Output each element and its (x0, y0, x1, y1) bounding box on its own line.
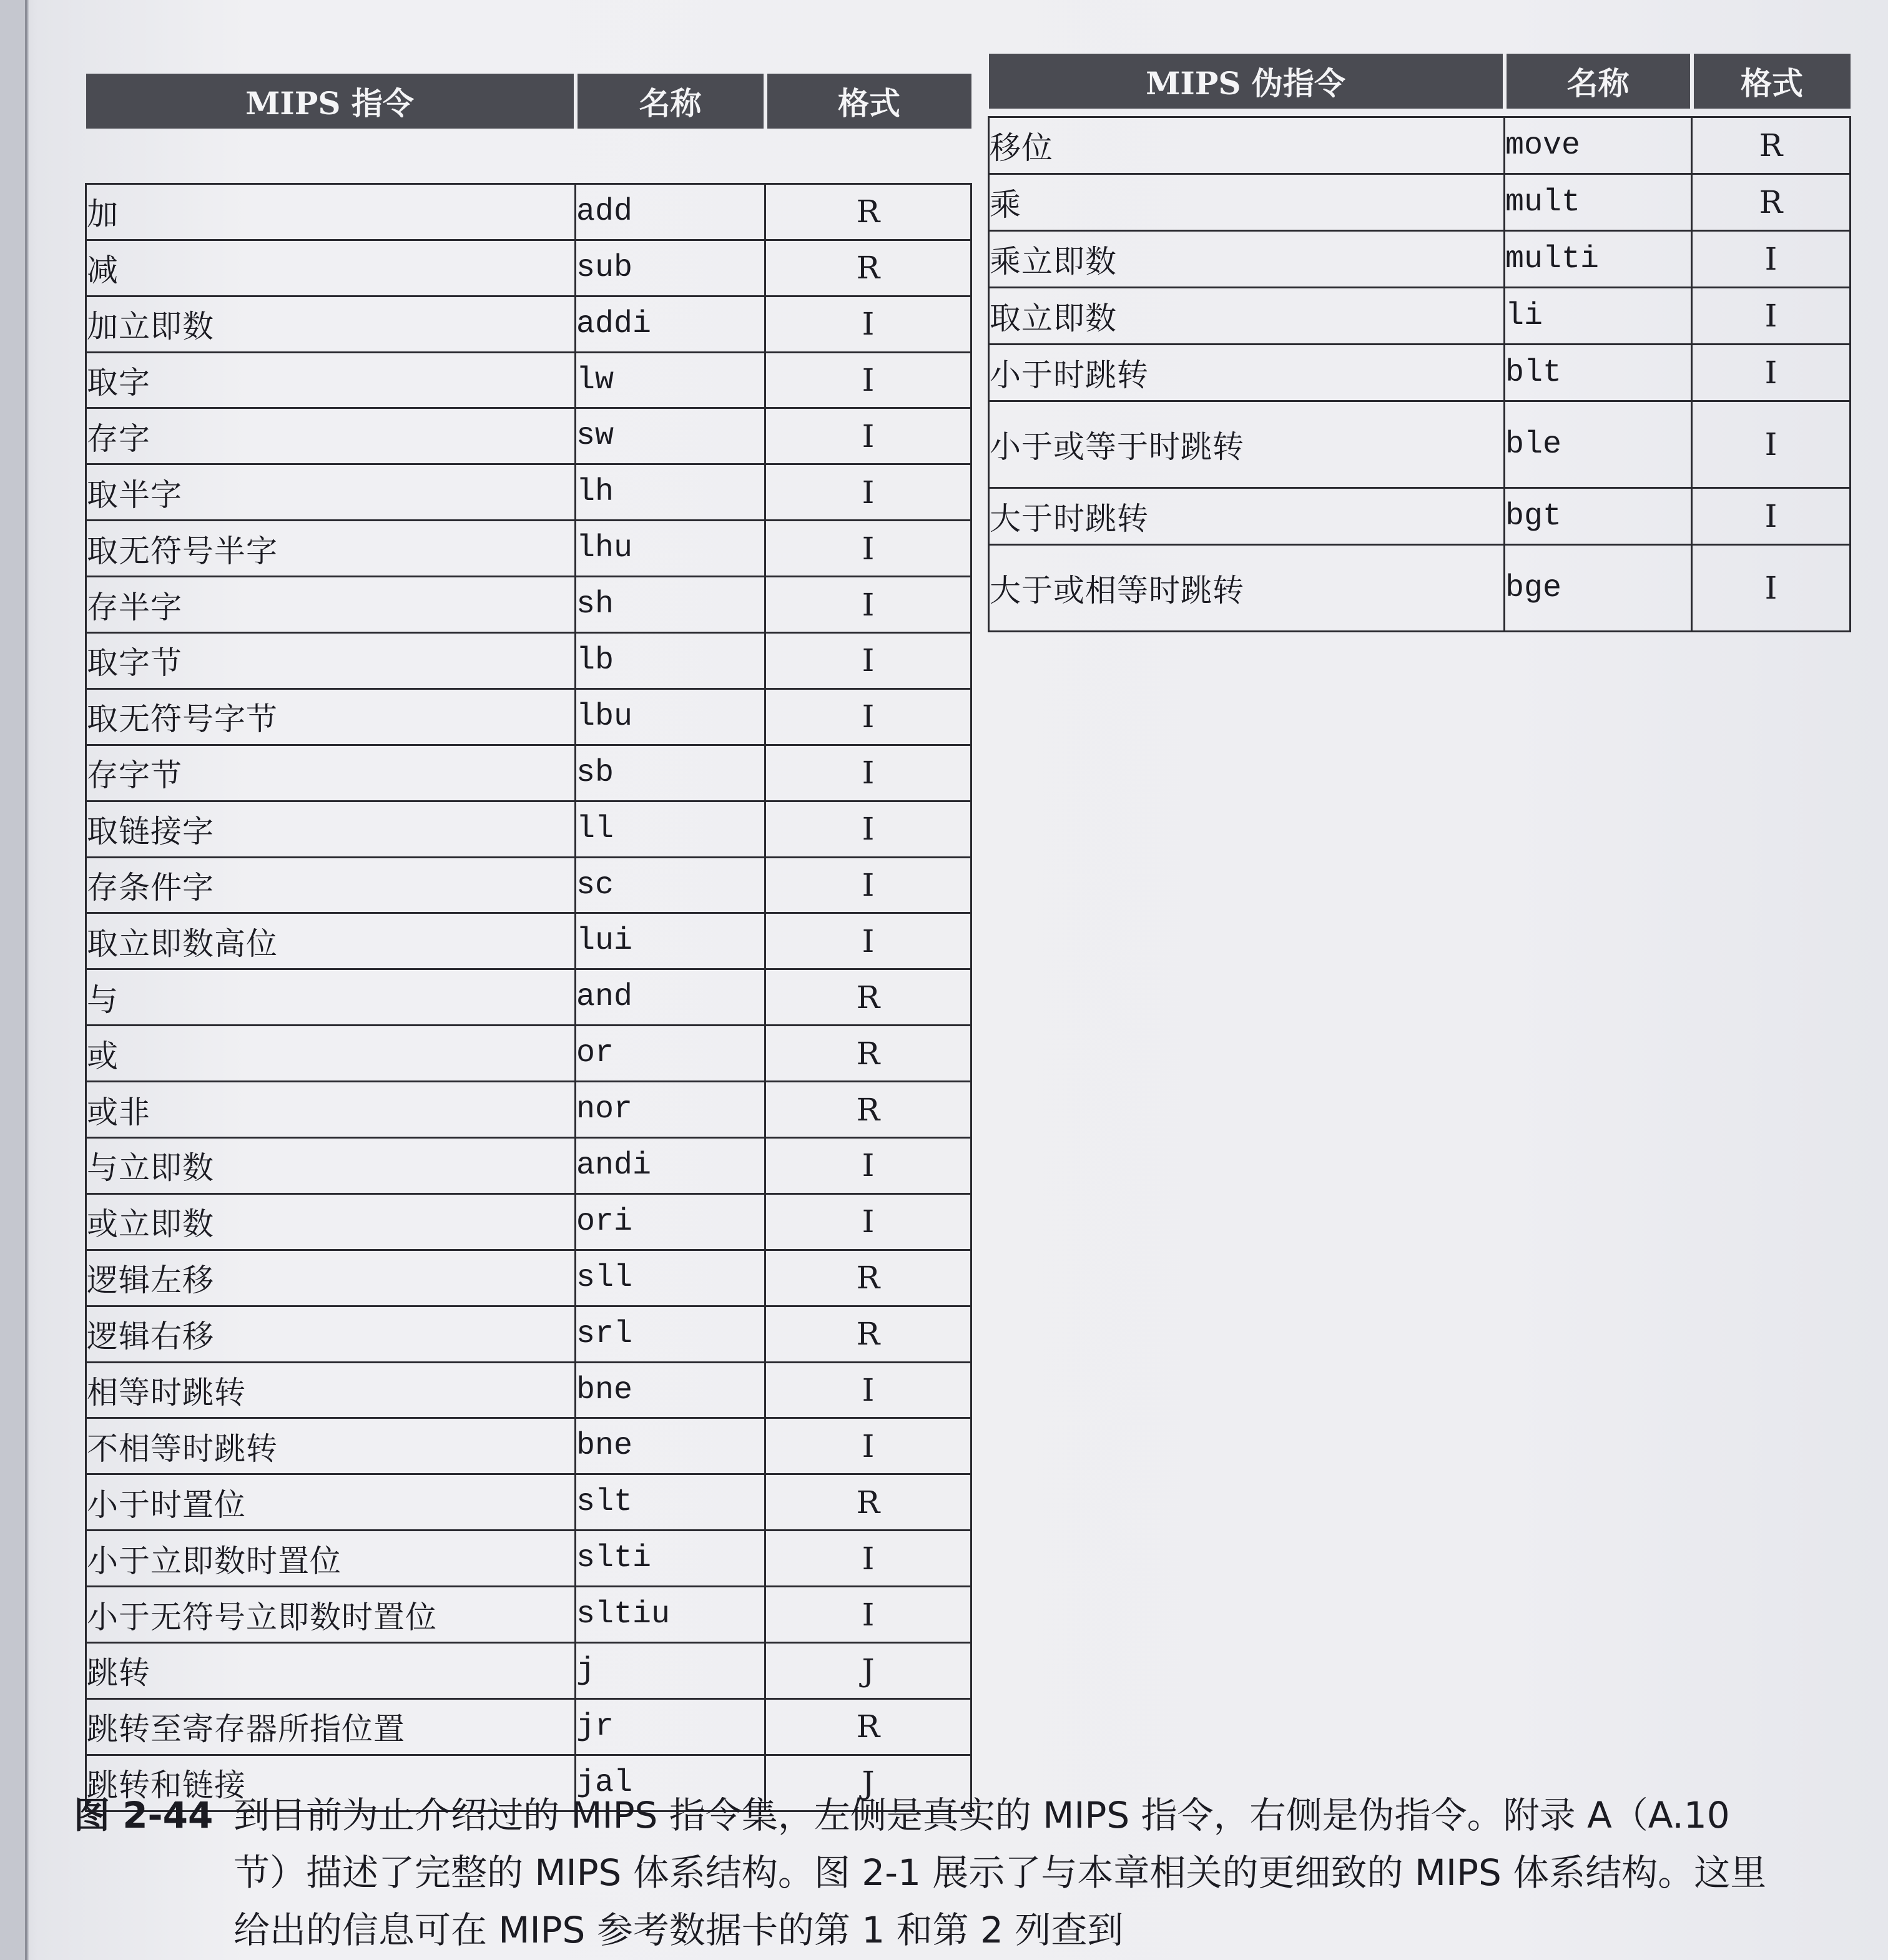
caption-label: 图 2-44 (74, 1794, 214, 1836)
instruction-name-cell: 存字 (86, 408, 576, 464)
table-row (86, 801, 971, 857)
mnemonic-cell: andi (576, 1138, 765, 1194)
mnemonic-cell: mult (1505, 174, 1692, 231)
table-row (86, 1138, 971, 1194)
instruction-name-cell: 减 (86, 240, 576, 296)
format-cell: R (765, 1026, 971, 1082)
mnemonic-cell: sh (576, 577, 765, 633)
mnemonic-cell: ble (1505, 401, 1692, 488)
instruction-name-cell: 存字节 (86, 745, 576, 801)
format-cell: J (765, 1755, 971, 1811)
instruction-name-cell: 大于时跳转 (989, 488, 1505, 545)
instruction-rows (86, 184, 971, 1811)
table-row (86, 521, 971, 577)
format-cell: R (765, 1306, 971, 1362)
table-row (989, 117, 1851, 174)
header-pseudo-instruction: MIPS 伪指令 (989, 54, 1505, 109)
format-cell: I (1692, 488, 1851, 545)
instruction-name-cell: 逻辑左移 (86, 1250, 576, 1306)
format-cell: I (765, 296, 971, 352)
table-row (86, 1474, 971, 1531)
table-row (86, 688, 971, 745)
table-row (86, 913, 971, 969)
instruction-name-cell: 或 (86, 1026, 576, 1082)
format-cell: I (765, 857, 971, 913)
mnemonic-cell: bne (576, 1418, 765, 1474)
mnemonic-cell: lw (576, 352, 765, 408)
instruction-name-cell: 或立即数 (86, 1193, 576, 1250)
format-cell: I (765, 464, 971, 521)
mnemonic-cell: sc (576, 857, 765, 913)
mnemonic-cell: bge (1505, 545, 1692, 632)
mnemonic-cell: lb (576, 633, 765, 689)
table-row (86, 857, 971, 913)
format-cell: I (765, 521, 971, 577)
instruction-name-cell: 与立即数 (86, 1138, 576, 1194)
instruction-name-cell: 或非 (86, 1082, 576, 1138)
header-format: 格式 (765, 74, 971, 129)
table-row (86, 1643, 971, 1699)
mnemonic-cell: sltiu (576, 1587, 765, 1643)
table-row (86, 745, 971, 801)
mnemonic-cell: move (1505, 117, 1692, 174)
table-header-row (989, 54, 1851, 109)
mnemonic-cell: and (576, 969, 765, 1026)
instruction-name-cell: 取立即数高位 (86, 913, 576, 969)
instruction-name-cell: 小于或等于时跳转 (989, 401, 1505, 488)
format-cell: R (765, 1698, 971, 1755)
format-cell: I (765, 1587, 971, 1643)
format-cell: I (765, 1138, 971, 1194)
mnemonic-cell: srl (576, 1306, 765, 1362)
mnemonic-cell: sll (576, 1250, 765, 1306)
table-row (86, 1026, 971, 1082)
mnemonic-cell: lbu (576, 688, 765, 745)
table-row (86, 1531, 971, 1587)
caption-line: 到目前为止介绍过的 MIPS 指令集，左侧是真实的 MIPS 指令，右侧是伪指令。附录 A（A.10 (234, 1794, 1730, 1836)
table-row (86, 240, 971, 296)
mnemonic-cell: ori (576, 1193, 765, 1250)
table-row (86, 633, 971, 689)
format-cell: I (765, 688, 971, 745)
header-name: 名称 (576, 74, 765, 129)
instruction-name-cell: 加 (86, 184, 576, 240)
instruction-name-cell: 小于无符号立即数时置位 (86, 1587, 576, 1643)
format-cell: R (1692, 174, 1851, 231)
instruction-name-cell: 取无符号字节 (86, 688, 576, 745)
mnemonic-cell: or (576, 1026, 765, 1082)
table-row (86, 296, 971, 352)
table-row (989, 345, 1851, 401)
instruction-name-cell: 取字节 (86, 633, 576, 689)
mnemonic-cell: lui (576, 913, 765, 969)
table-row (86, 1306, 971, 1362)
table-row (989, 401, 1851, 488)
format-cell: R (765, 1474, 971, 1531)
instruction-name-cell: 加立即数 (86, 296, 576, 352)
mnemonic-cell: sub (576, 240, 765, 296)
table-row (86, 408, 971, 464)
mnemonic-cell: sb (576, 745, 765, 801)
instruction-name-cell: 乘 (989, 174, 1505, 231)
caption-line: 节）描述了完整的 MIPS 体系结构。图 2-1 展示了与本章相关的更细致的 MIPS 体系结构。这里 (234, 1851, 1767, 1894)
header-instruction: MIPS 指令 (86, 74, 576, 129)
table-row (989, 174, 1851, 231)
instruction-name-cell: 相等时跳转 (86, 1362, 576, 1418)
table-row (86, 1362, 971, 1418)
gutter-edge (25, 0, 27, 1960)
caption-text (234, 1786, 1882, 1959)
table-row (86, 1587, 971, 1643)
mnemonic-cell: nor (576, 1082, 765, 1138)
caption-line: 给出的信息可在 MIPS 参考数据卡的第 1 和第 2 列查到 (234, 1909, 1124, 1951)
table-row (989, 288, 1851, 345)
format-cell: I (765, 1193, 971, 1250)
header-name: 名称 (1505, 54, 1692, 109)
format-cell: I (765, 745, 971, 801)
instruction-name-cell: 不相等时跳转 (86, 1418, 576, 1474)
table-header-row (86, 74, 971, 129)
instruction-name-cell: 跳转和链接 (86, 1755, 576, 1811)
header-format: 格式 (1692, 54, 1851, 109)
format-cell: J (765, 1643, 971, 1699)
mnemonic-cell: li (1505, 288, 1692, 345)
format-cell: I (765, 577, 971, 633)
format-cell: I (765, 801, 971, 857)
table-row (86, 464, 971, 521)
instruction-name-cell: 逻辑右移 (86, 1306, 576, 1362)
mnemonic-cell: add (576, 184, 765, 240)
format-cell: I (765, 913, 971, 969)
format-cell: R (1692, 117, 1851, 174)
mips-instructions-table (85, 74, 972, 1812)
mnemonic-cell: bgt (1505, 488, 1692, 545)
pseudo-instruction-rows (989, 117, 1851, 632)
mnemonic-cell: blt (1505, 345, 1692, 401)
instruction-name-cell: 取字 (86, 352, 576, 408)
table-row (86, 969, 971, 1026)
format-cell: I (765, 408, 971, 464)
instruction-name-cell: 大于或相等时跳转 (989, 545, 1505, 632)
table-row (86, 184, 971, 240)
instruction-name-cell: 跳转至寄存器所指位置 (86, 1698, 576, 1755)
instruction-name-cell: 取立即数 (989, 288, 1505, 345)
mnemonic-cell: slti (576, 1531, 765, 1587)
instruction-name-cell: 乘立即数 (989, 231, 1505, 288)
instruction-name-cell: 与 (86, 969, 576, 1026)
format-cell: I (1692, 288, 1851, 345)
format-cell: R (765, 1082, 971, 1138)
table-row (86, 577, 971, 633)
mnemonic-cell: multi (1505, 231, 1692, 288)
mnemonic-cell: ll (576, 801, 765, 857)
mips-pseudo-instructions-table (988, 54, 1851, 632)
instruction-name-cell: 存条件字 (86, 857, 576, 913)
table-row (989, 545, 1851, 632)
mnemonic-cell: jal (576, 1755, 765, 1811)
table-row (86, 1698, 971, 1755)
instruction-name-cell: 小于立即数时置位 (86, 1531, 576, 1587)
mnemonic-cell: jr (576, 1698, 765, 1755)
format-cell: R (765, 1250, 971, 1306)
mnemonic-cell: j (576, 1643, 765, 1699)
format-cell: I (765, 1362, 971, 1418)
table-row (86, 1250, 971, 1306)
format-cell: I (1692, 401, 1851, 488)
format-cell: R (765, 240, 971, 296)
instruction-name-cell: 取半字 (86, 464, 576, 521)
table-row (989, 488, 1851, 545)
instruction-name-cell: 跳转 (86, 1643, 576, 1699)
format-cell: I (1692, 231, 1851, 288)
table-row (86, 352, 971, 408)
mnemonic-cell: addi (576, 296, 765, 352)
mnemonic-cell: bne (576, 1362, 765, 1418)
format-cell: I (765, 1418, 971, 1474)
table-row (86, 1193, 971, 1250)
instruction-name-cell: 小于时跳转 (989, 345, 1505, 401)
format-cell: I (765, 1531, 971, 1587)
instruction-name-cell: 移位 (989, 117, 1505, 174)
instruction-name-cell: 小于时置位 (86, 1474, 576, 1531)
table-row (86, 1082, 971, 1138)
mnemonic-cell: sw (576, 408, 765, 464)
format-cell: R (765, 184, 971, 240)
format-cell: R (765, 969, 971, 1026)
mnemonic-cell: lhu (576, 521, 765, 577)
mnemonic-cell: lh (576, 464, 765, 521)
format-cell: I (765, 352, 971, 408)
table-row (989, 231, 1851, 288)
instruction-name-cell: 取链接字 (86, 801, 576, 857)
instruction-name-cell: 存半字 (86, 577, 576, 633)
table-row (86, 1418, 971, 1474)
mnemonic-cell: slt (576, 1474, 765, 1531)
instruction-name-cell: 取无符号半字 (86, 521, 576, 577)
format-cell: I (1692, 345, 1851, 401)
format-cell: I (765, 633, 971, 689)
format-cell: I (1692, 545, 1851, 632)
